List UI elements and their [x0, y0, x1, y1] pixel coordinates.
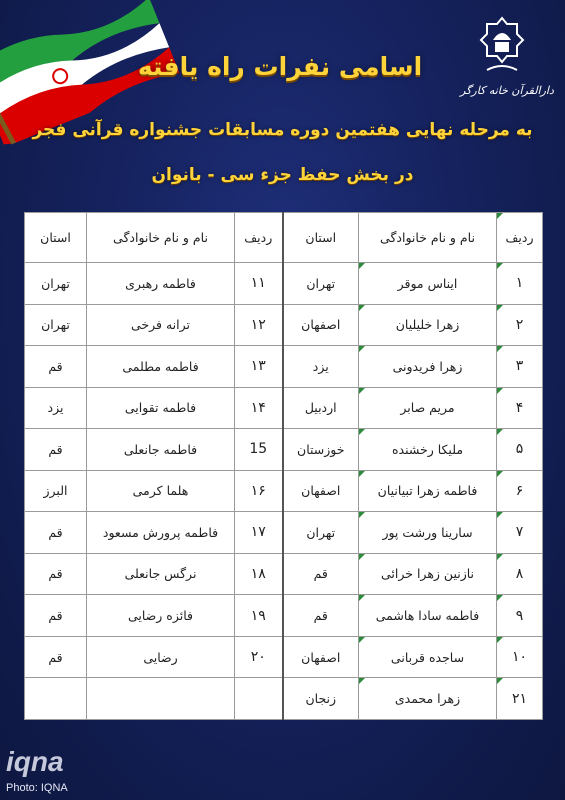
table-row — [25, 429, 543, 471]
cell-name: فاطمه تقوایی — [87, 387, 235, 429]
table-header-row — [25, 213, 543, 263]
cell-rank: ۸ — [497, 553, 543, 595]
table-row — [25, 470, 543, 512]
cell-name: هلما کرمی — [87, 470, 235, 512]
cell-rank — [235, 678, 283, 720]
cell-rank: ۱۷ — [235, 512, 283, 554]
cell-name: ایناس موقر — [359, 263, 497, 305]
table-row — [25, 678, 543, 720]
cell-name: فاطمه زهرا تبیانیان — [359, 470, 497, 512]
cell-province: قم — [25, 346, 87, 388]
table-row — [25, 263, 543, 305]
cell-province: قم — [25, 636, 87, 678]
table-row — [25, 512, 543, 554]
cell-province: قم — [25, 595, 87, 637]
page-subtitle-line1: به مرحله نهایی هفتمین دوره مسابقات جشنواره قرآنی فجر — [32, 120, 533, 140]
cell-province: اردبیل — [283, 387, 359, 429]
table-row — [25, 636, 543, 678]
cell-rank: 15 — [235, 429, 283, 471]
cell-name: زهرا خلیلیان — [359, 304, 497, 346]
cell-name: زهرا فریدونی — [359, 346, 497, 388]
cell-name: ساجده قربانی — [359, 636, 497, 678]
cell-rank: ۱۹ — [235, 595, 283, 637]
cell-province: تهران — [25, 263, 87, 305]
cell-name: زهرا محمدی — [359, 678, 497, 720]
results-table — [24, 212, 543, 720]
cell-province: اصفهان — [283, 636, 359, 678]
cell-name — [87, 678, 235, 720]
cell-rank: ۳ — [497, 346, 543, 388]
cell-rank: ۱۶ — [235, 470, 283, 512]
cell-rank: ۲ — [497, 304, 543, 346]
cell-rank: ۵ — [497, 429, 543, 471]
logo-caption: دارالقرآن خانه کارگر — [460, 84, 554, 97]
table-row — [25, 595, 543, 637]
cell-rank: ۱ — [497, 263, 543, 305]
cell-name: نازنین زهرا خرائی — [359, 553, 497, 595]
cell-name: فاطمه رهبری — [87, 263, 235, 305]
table-row — [25, 553, 543, 595]
cell-province: یزد — [25, 387, 87, 429]
header-name: نام و نام خانوادگی — [87, 213, 235, 263]
header-rank: ردیف — [235, 213, 283, 263]
cell-name: ملیکا رخشنده — [359, 429, 497, 471]
cell-province: تهران — [25, 304, 87, 346]
cell-province — [25, 678, 87, 720]
cell-rank: ۹ — [497, 595, 543, 637]
cell-name: فائزه رضایی — [87, 595, 235, 637]
cell-name: فاطمه مطلمی — [87, 346, 235, 388]
photo-credit: Photo: IQNA — [6, 782, 68, 794]
cell-province: یزد — [283, 346, 359, 388]
cell-name: مریم صابر — [359, 387, 497, 429]
cell-province: قم — [283, 553, 359, 595]
cell-province: قم — [25, 553, 87, 595]
cell-rank: ۱۰ — [497, 636, 543, 678]
cell-name: فاطمه جانعلی — [87, 429, 235, 471]
results-table-container — [24, 212, 542, 720]
darolquran-logo-icon — [473, 14, 531, 84]
iqna-watermark: iqna — [6, 746, 64, 777]
cell-province: قم — [283, 595, 359, 637]
cell-province: قم — [25, 512, 87, 554]
cell-province: خوزستان — [283, 429, 359, 471]
cell-province: تهران — [283, 263, 359, 305]
cell-name: نرگس جانعلی — [87, 553, 235, 595]
cell-province: البرز — [25, 470, 87, 512]
header-province: استان — [25, 213, 87, 263]
header-rank: ردیف — [497, 213, 543, 263]
cell-rank: ۶ — [497, 470, 543, 512]
cell-rank: ۷ — [497, 512, 543, 554]
cell-province: زنجان — [283, 678, 359, 720]
table-row — [25, 387, 543, 429]
cell-province: اصفهان — [283, 470, 359, 512]
cell-rank: ۱۳ — [235, 346, 283, 388]
cell-rank: ۱۲ — [235, 304, 283, 346]
cell-rank: ۲۰ — [235, 636, 283, 678]
cell-name: سارینا ورشت پور — [359, 512, 497, 554]
cell-name: ترانه فرخی — [87, 304, 235, 346]
cell-rank: ۴ — [497, 387, 543, 429]
table-row — [25, 346, 543, 388]
cell-name: فاطمه سادا هاشمی — [359, 595, 497, 637]
table-row — [25, 304, 543, 346]
cell-rank: ۱۴ — [235, 387, 283, 429]
page-subtitle-line2: در بخش حفظ جزء سی - بانوان — [151, 165, 414, 185]
cell-province: قم — [25, 429, 87, 471]
cell-rank: ۱۸ — [235, 553, 283, 595]
header-province: استان — [283, 213, 359, 263]
cell-province: اصفهان — [283, 304, 359, 346]
cell-rank: ۲۱ — [497, 678, 543, 720]
cell-name: فاطمه پرورش مسعود — [87, 512, 235, 554]
header-name: نام و نام خانوادگی — [359, 213, 497, 263]
page-title: اسامی نفرات راه یافته — [137, 52, 423, 81]
cell-rank: ۱۱ — [235, 263, 283, 305]
cell-province: تهران — [283, 512, 359, 554]
cell-name: رضایی — [87, 636, 235, 678]
